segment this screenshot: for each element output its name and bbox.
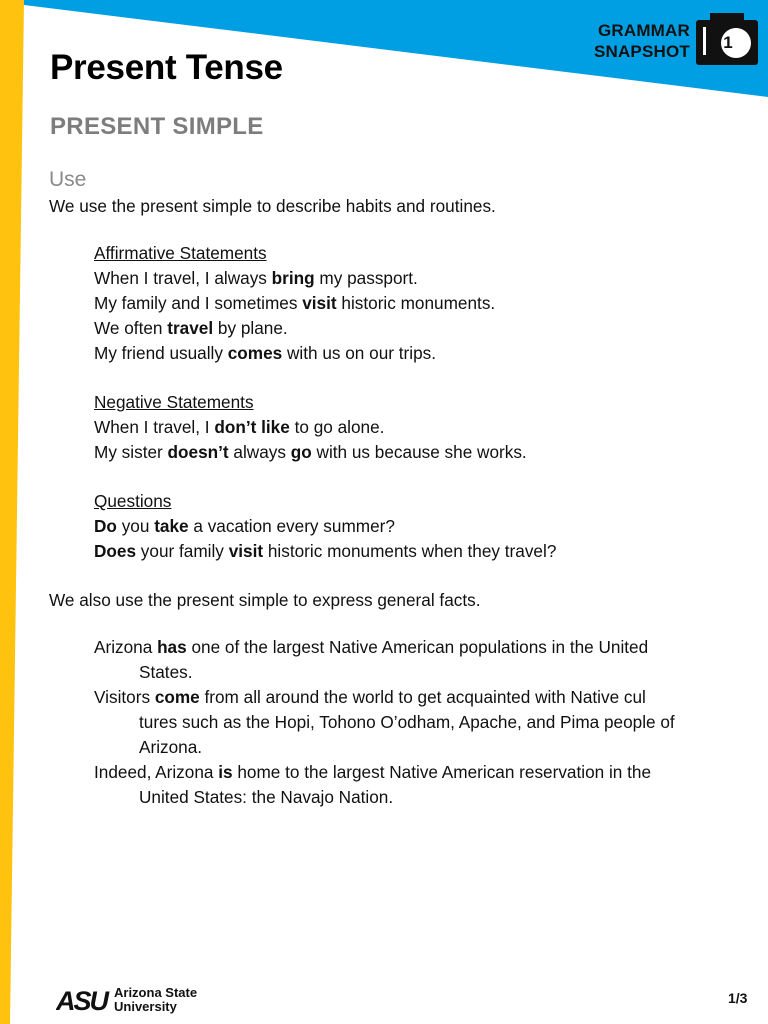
example-sentence: My friend usually comes with us on our trips.: [94, 343, 437, 363]
fact-sentence: Arizona has one of the largest Native American populations in the United States.: [94, 637, 649, 682]
badge-text: [580, 20, 690, 62]
example-sentence: When I travel, I don’t like to go alone.: [94, 417, 385, 437]
svg-text:ASU: ASU: [56, 987, 108, 1013]
asu-logo: [56, 986, 216, 1014]
page-number: 1/3: [728, 990, 748, 1006]
university-name: Arizona State University: [114, 985, 198, 1014]
badge-line-1: GRAMMAR: [597, 21, 690, 40]
left-gold-stripe: [0, 0, 24, 1024]
facts-block: [94, 635, 729, 810]
snapshot-number: 1: [723, 33, 733, 52]
page-title: Present Tense: [50, 48, 283, 87]
affirmative-heading: Affirmative Statements: [94, 243, 267, 263]
intro-habits: We use the present simple to describe habits and routines.: [49, 196, 496, 216]
example-sentence: When I travel, I always bring my passport.: [94, 268, 418, 288]
fact-sentence: Visitors come from all around the world to get acquainted with Native cul tures such as the Hopi, Tohono O’odham, Apache, and Pima people of Arizona.: [94, 687, 675, 757]
example-sentence: Do you take a vacation every summer?: [94, 516, 395, 536]
negative-heading: Negative Statements: [94, 392, 254, 412]
section-subtitle: PRESENT SIMPLE: [50, 113, 264, 140]
example-sentence: We often travel by plane.: [94, 318, 288, 338]
badge-line-2: SNAPSHOT: [593, 42, 690, 61]
example-sentence: Does your family visit historic monuments when they travel?: [94, 541, 557, 561]
asu-logo-mark: [56, 987, 110, 1013]
affirmative-block: [94, 241, 729, 564]
example-sentence: My family and I sometimes visit historic monuments.: [94, 293, 496, 313]
questions-heading: Questions: [94, 491, 172, 511]
use-heading: Use: [49, 168, 87, 191]
example-sentence: My sister doesn’t always go with us because she works.: [94, 442, 527, 462]
fact-sentence: Indeed, Arizona is home to the largest Native American reservation in the United States: the Navajo Nation.: [94, 762, 652, 807]
grammar-snapshot-badge: [580, 20, 760, 70]
intro-facts: We also use the present simple to express general facts.: [49, 590, 481, 610]
main-content: [49, 166, 729, 810]
